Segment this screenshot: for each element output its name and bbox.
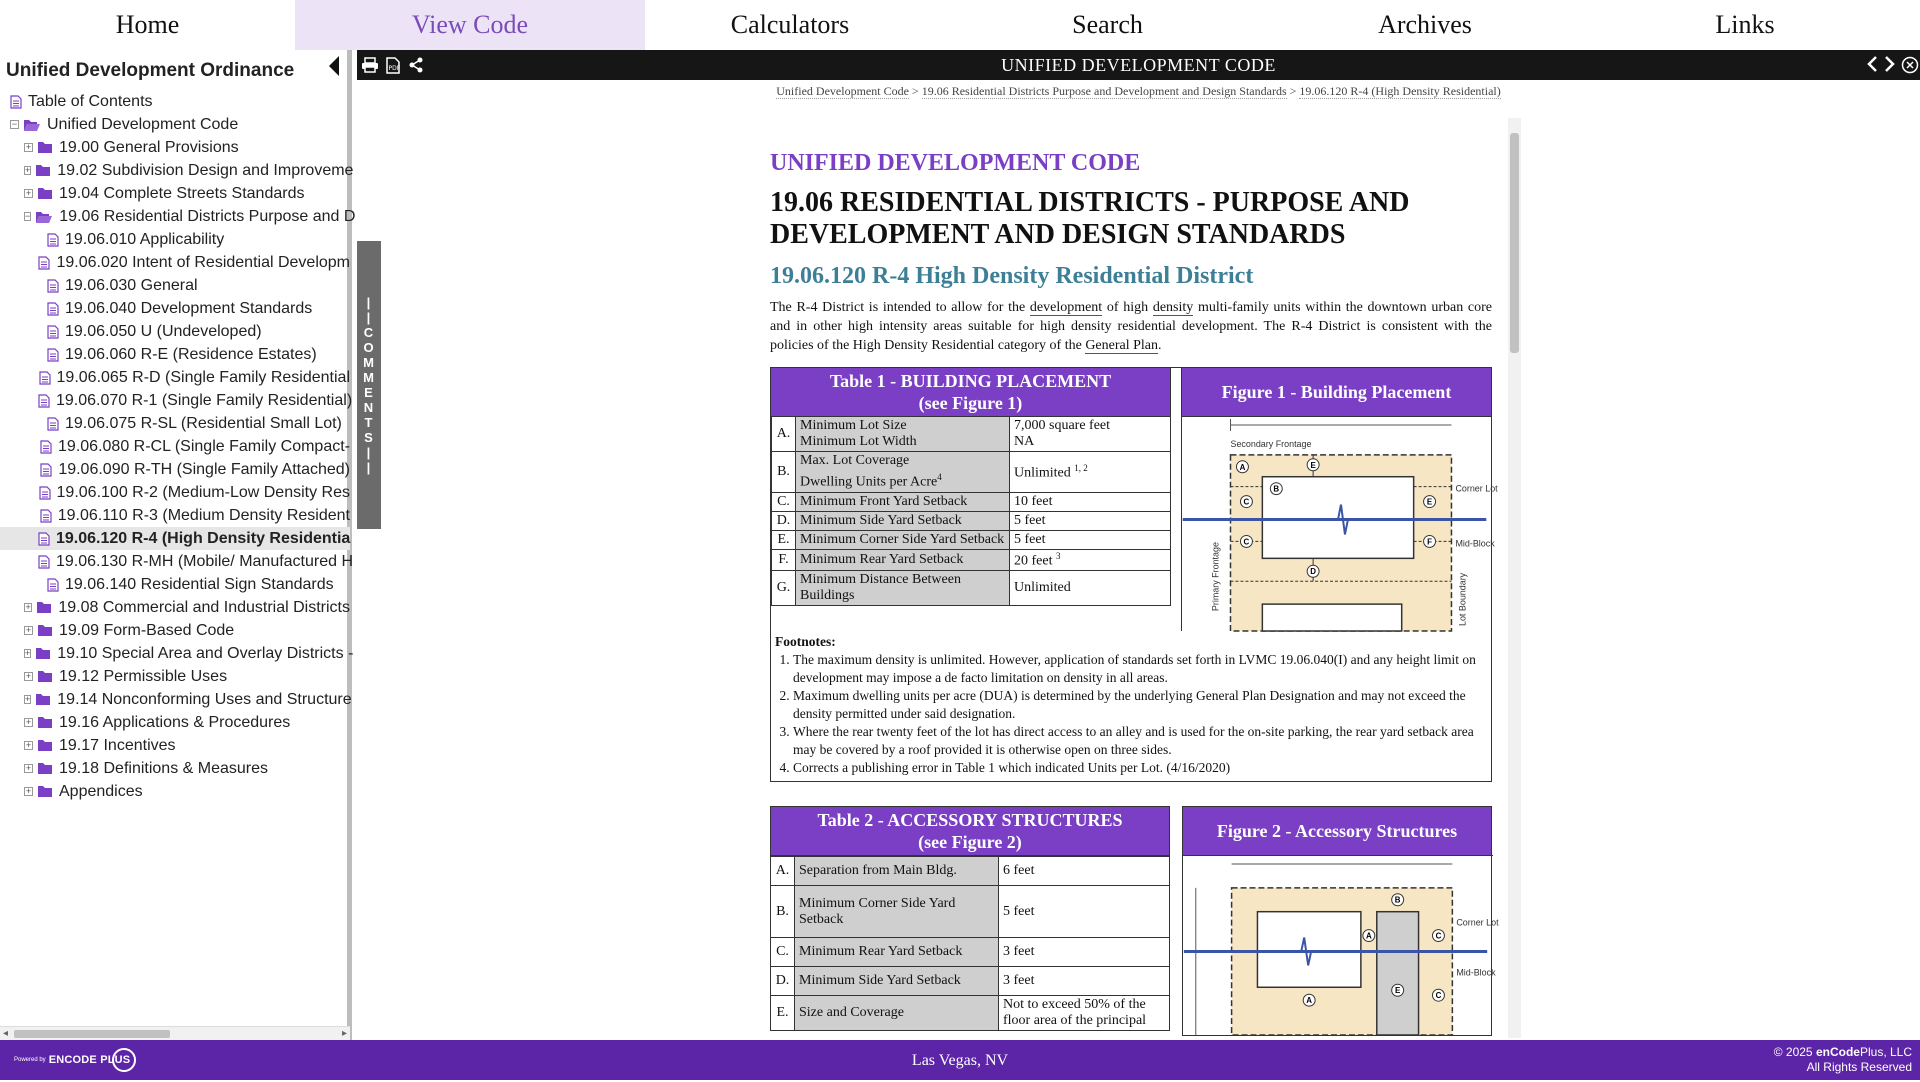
- toc-item-label: Unified Development Code: [47, 115, 239, 133]
- row-value: 7,000 square feet NA: [1010, 417, 1171, 452]
- row-label: Minimum Corner Side Yard Setback: [795, 886, 999, 938]
- row-letter: A.: [772, 417, 796, 452]
- print-icon[interactable]: [361, 57, 379, 78]
- row-letter: B.: [771, 886, 795, 938]
- toc-item-label: Table of Contents: [28, 92, 153, 110]
- table1-block: [770, 367, 1498, 631]
- intro-paragraph: The R-4 District is intended to allow for the development of high density multi-family units within the downtown urban core and in other high intensity areas suitable for high density residential development. The R-4 District is consistent with the policies of the High Density Residential category of the General Plan.: [770, 300, 1493, 353]
- toc-item[interactable]: [0, 688, 350, 711]
- primary-frontage-label: Primary Frontage: [1210, 542, 1221, 612]
- expand-icon[interactable]: +: [25, 717, 32, 727]
- row-value: 5 feet: [1010, 530, 1171, 549]
- svg-text:B: B: [1394, 895, 1401, 905]
- toc-item-label: 19.10 Special Area and Overlay Districts -: [57, 644, 354, 662]
- row-label: Minimum Corner Side Yard Setback: [796, 530, 1010, 549]
- table1-title: Table 1 - BUILDING PLACEMENT (see Figure 1): [771, 368, 1171, 416]
- expand-icon[interactable]: +: [25, 602, 31, 612]
- comments-tab-letter: T: [364, 415, 374, 430]
- toc-item-label: 19.06 Residential Districts Purpose and D: [59, 207, 356, 225]
- folder-open-icon: [23, 118, 41, 132]
- building-placement-table: [771, 368, 1171, 631]
- expand-icon[interactable]: +: [25, 625, 32, 635]
- comments-tab-letter: O: [363, 340, 375, 355]
- row-value: 5 feet: [999, 886, 1170, 938]
- scroll-right-icon[interactable]: ▸: [341, 1028, 347, 1039]
- toc-item[interactable]: [0, 159, 354, 182]
- expand-icon[interactable]: +: [25, 165, 31, 175]
- toc-item[interactable]: [0, 389, 353, 412]
- previous-section-icon[interactable]: [1865, 55, 1879, 78]
- breadcrumb-separator: >: [1289, 84, 1297, 98]
- comments-tab[interactable]: [357, 241, 381, 529]
- document-icon: [39, 486, 51, 500]
- table-row: [771, 996, 1170, 1031]
- row-letter: F.: [772, 549, 796, 571]
- breadcrumb-separator: >: [911, 84, 919, 98]
- toc-item[interactable]: [0, 665, 350, 688]
- comments-tab-letter: M: [363, 355, 375, 370]
- footer-location: Las Vegas, NV: [911, 1052, 1009, 1069]
- row-letter: D.: [771, 967, 795, 996]
- table2-title: Table 2 - ACCESSORY STRUCTURES (see Figure 2): [770, 806, 1170, 856]
- toc-item[interactable]: [0, 274, 350, 297]
- footer-copyright: © 2025 enCodePlus, LLC All Rights Reserved: [1773, 1045, 1912, 1074]
- toc-item[interactable]: [0, 596, 350, 619]
- svg-text:C: C: [1243, 497, 1250, 507]
- toc-item-label: 19.06.110 R-3 (Medium Density Resident: [57, 506, 350, 524]
- row-value: Unlimited: [1010, 571, 1171, 606]
- row-value: 3 feet: [999, 967, 1170, 996]
- toc-item-label: 19.18 Definitions & Measures: [59, 759, 268, 777]
- next-section-icon[interactable]: [1883, 55, 1897, 78]
- toc-item[interactable]: [0, 90, 350, 113]
- toc-item-label: 19.06.010 Applicability: [65, 230, 225, 248]
- comments-tab-letter: |: [366, 460, 372, 475]
- folder-icon: [36, 601, 52, 614]
- toc-item[interactable]: [0, 734, 350, 757]
- expand-icon[interactable]: +: [25, 671, 32, 681]
- expand-icon[interactable]: +: [25, 786, 32, 796]
- definition-link[interactable]: density: [1152, 300, 1194, 315]
- corner-lot-label: Corner Lot: [1456, 917, 1499, 928]
- document-icon: [38, 394, 50, 408]
- table-row: [771, 938, 1170, 967]
- folder-icon: [37, 785, 53, 798]
- nav-search[interactable]: Search: [1072, 10, 1143, 39]
- row-letter: E.: [772, 530, 796, 549]
- row-value: 5 feet: [1010, 511, 1171, 530]
- comments-tab-letter: |: [366, 295, 372, 310]
- toc-item-label: 19.06.130 R-MH (Mobile/ Manufactured H: [56, 552, 354, 570]
- row-letter: C.: [772, 492, 796, 511]
- toc-item[interactable]: [0, 228, 350, 251]
- table-row: [772, 530, 1171, 549]
- toc-item-label: 19.09 Form-Based Code: [59, 621, 235, 639]
- chapter-title: 19.06 RESIDENTIAL DISTRICTS - PURPOSE AND DEVELOPMENT AND DESIGN STANDARDS: [770, 187, 1410, 250]
- row-value: 10 feet: [1010, 492, 1171, 511]
- toc-item-label: 19.16 Applications & Procedures: [59, 713, 291, 731]
- toc-item[interactable]: [0, 251, 350, 274]
- expand-icon[interactable]: +: [25, 740, 32, 750]
- folder-icon: [37, 716, 53, 729]
- row-letter: B.: [772, 452, 796, 493]
- folder-icon: [37, 624, 53, 637]
- code-heading: UNIFIED DEVELOPMENT CODE: [770, 150, 1141, 176]
- toc-tree: [0, 90, 356, 1070]
- accessory-structures-table: [770, 806, 1170, 1036]
- toc-item-label: 19.06.120 R-4 (High Density Residentia: [56, 529, 351, 547]
- document-icon: [47, 417, 59, 431]
- nav-archives[interactable]: Archives: [1378, 10, 1472, 39]
- document-icon: [47, 279, 59, 293]
- nav-calculators[interactable]: Calculators: [730, 10, 850, 39]
- document-icon: [38, 256, 50, 270]
- folder-icon: [35, 647, 51, 660]
- toc-item[interactable]: [0, 711, 350, 734]
- svg-text:E: E: [1395, 986, 1401, 996]
- mid-block-label: Mid-Block: [1455, 538, 1495, 549]
- folder-icon: [37, 670, 53, 683]
- sidebar-title: Unified Development Ordinance: [6, 60, 295, 81]
- toc-item[interactable]: [0, 458, 350, 481]
- svg-text:E: E: [1426, 497, 1433, 507]
- breadcrumb: [357, 84, 1920, 99]
- figure1: [1181, 368, 1498, 631]
- figure2: [1182, 806, 1499, 1036]
- scrollbar-thumb[interactable]: [1510, 133, 1519, 353]
- footnote-item: 1. The maximum density is unlimited. However, application of standards set forth in LVMC 19.06.040(I) and any height limit on development may impose a de facto limitation on density in all areas.: [793, 651, 1487, 687]
- toc-item-label: 19.06.060 R-E (Residence Estates): [65, 345, 317, 363]
- toc-item[interactable]: [0, 550, 354, 573]
- breadcrumb-item[interactable]: 19.06.120 R-4 (High Density Residential): [1299, 84, 1501, 98]
- footnote-item: 4. Corrects a publishing error in Table 1 which indicated Units per Lot. (4/16/2020): [793, 759, 1487, 777]
- expand-icon[interactable]: +: [25, 763, 32, 773]
- figure1-title: Figure 1 - Building Placement: [1182, 368, 1491, 416]
- toc-item-label: 19.06.140 Residential Sign Standards: [65, 575, 334, 593]
- row-value: 6 feet: [999, 857, 1170, 886]
- document-icon: [39, 371, 51, 385]
- nav-view-code[interactable]: View Code: [295, 0, 645, 50]
- toc-item-label: 19.14 Nonconforming Uses and Structure: [57, 690, 352, 708]
- table2-block: [770, 806, 1499, 1036]
- svg-text:F: F: [1427, 537, 1432, 547]
- document-icon: [40, 463, 52, 477]
- table-row: [772, 549, 1171, 571]
- svg-text:C: C: [1435, 931, 1442, 941]
- pdf-icon[interactable]: [385, 57, 401, 79]
- document-icon: [47, 302, 59, 316]
- row-value: 3 feet: [999, 938, 1170, 967]
- folder-icon: [37, 141, 53, 154]
- document-scrollbar[interactable]: [1508, 118, 1521, 1038]
- table-row: [772, 452, 1171, 493]
- expand-icon[interactable]: +: [25, 188, 32, 198]
- row-label: Minimum Rear Yard Setback: [796, 549, 1010, 571]
- row-label: Max. Lot Coverage Dwelling Units per Acre$^4$: [796, 452, 1010, 493]
- document-icon: [47, 578, 59, 592]
- toc-item[interactable]: [0, 136, 350, 159]
- toc-item-label: 19.06.020 Intent of Residential Developm: [56, 253, 350, 271]
- code-document: [770, 118, 1499, 1038]
- row-label: Minimum Rear Yard Setback: [795, 938, 999, 967]
- comments-tab-letter: N: [363, 400, 375, 415]
- toc-item[interactable]: [0, 642, 354, 665]
- secondary-frontage-label: Secondary Frontage: [1230, 438, 1312, 449]
- row-letter: C.: [771, 938, 795, 967]
- folder-icon: [37, 762, 53, 775]
- row-value: Not to exceed 50% of the floor area of the principal: [999, 996, 1170, 1031]
- section-title: 19.06.120 R-4 High Density Residential District: [770, 263, 1254, 289]
- corner-lot-label: Corner Lot: [1455, 483, 1498, 494]
- row-label: Size and Coverage: [795, 996, 999, 1031]
- document-icon: [38, 532, 50, 546]
- toc-item[interactable]: [0, 182, 350, 205]
- viewer-title: UNIFIED DEVELOPMENT CODE: [1001, 55, 1276, 75]
- table-row: [772, 571, 1171, 606]
- toc-item-label: 19.06.075 R-SL (Residential Small Lot): [65, 414, 342, 432]
- toc-item-label: 19.06.050 U (Undeveloped): [65, 322, 262, 340]
- footer: [0, 1040, 1920, 1080]
- toc-item-label: 19.02 Subdivision Design and Improveme: [57, 161, 354, 179]
- row-label: Minimum Side Yard Setback: [795, 967, 999, 996]
- top-navigation: [0, 0, 1920, 50]
- figure2-title: Figure 2 - Accessory Structures: [1183, 807, 1491, 855]
- svg-text:C: C: [1243, 537, 1250, 547]
- document-icon: [10, 95, 22, 109]
- toc-item[interactable]: [0, 297, 350, 320]
- toc-item[interactable]: [0, 412, 350, 435]
- mid-block-label: Mid-Block: [1456, 967, 1496, 978]
- toc-item[interactable]: [0, 113, 350, 136]
- table-row: [771, 967, 1170, 996]
- comments-tab-letter: E: [364, 385, 374, 400]
- collapse-sidebar-icon[interactable]: [327, 54, 341, 78]
- folder-icon: [37, 187, 53, 200]
- viewer-toolbar: [357, 50, 1920, 80]
- comments-tab-letter: C: [363, 325, 375, 340]
- folder-open-icon: [35, 210, 53, 224]
- document-icon: [38, 555, 50, 569]
- row-value: 20 feet $^3$: [1010, 549, 1171, 571]
- definition-link[interactable]: General Plan: [1085, 338, 1159, 353]
- toc-item[interactable]: [0, 205, 356, 228]
- expand-icon[interactable]: +: [25, 694, 31, 704]
- expand-view-icon[interactable]: [1901, 56, 1919, 79]
- toc-item-label: 19.06.065 R-D (Single Family Residential: [56, 368, 350, 386]
- toc-item-label: Appendices: [59, 782, 143, 800]
- folder-icon: [37, 739, 53, 752]
- toc-item[interactable]: [0, 504, 350, 527]
- toc-item-label: 19.06.090 R-TH (Single Family Attached): [58, 460, 350, 478]
- svg-text:E: E: [1310, 460, 1316, 470]
- accessory-structures-diagram: [1183, 855, 1499, 1035]
- row-letter: G.: [772, 571, 796, 606]
- footnotes-heading: Footnotes:: [775, 634, 836, 649]
- document-icon: [40, 440, 52, 454]
- toc-item-label: 19.06.030 General: [65, 276, 198, 294]
- toc-item-label: 19.12 Permissible Uses: [59, 667, 228, 685]
- row-label: Minimum Front Yard Setback: [796, 492, 1010, 511]
- collapse-icon[interactable]: −: [25, 211, 31, 221]
- svg-text:A: A: [1239, 462, 1246, 472]
- toc-item[interactable]: [0, 343, 350, 366]
- table-row: [771, 886, 1170, 938]
- comments-tab-letter: M: [363, 370, 375, 385]
- svg-text:PDF: PDF: [388, 65, 401, 72]
- toc-item-label: 19.06.070 R-1 (Single Family Residential): [56, 391, 353, 409]
- folder-icon: [35, 693, 51, 706]
- svg-text:D: D: [1310, 567, 1316, 577]
- toc-item[interactable]: [0, 366, 350, 389]
- nav-links[interactable]: Links: [1715, 10, 1775, 39]
- row-value: Unlimited $^{1, 2}$: [1010, 452, 1171, 493]
- document-icon: [47, 348, 59, 362]
- lot-boundary-label: Lot Boundary: [1457, 572, 1468, 627]
- toc-item-label: 19.00 General Provisions: [59, 138, 239, 156]
- toc-item-label: 19.04 Complete Streets Standards: [59, 184, 305, 202]
- toc-item-label: 19.08 Commercial and Industrial Districts: [58, 598, 350, 616]
- expand-icon[interactable]: +: [25, 648, 31, 658]
- toc-item[interactable]: [0, 573, 350, 596]
- table-row: [771, 857, 1170, 886]
- toc-item[interactable]: [0, 527, 350, 550]
- footnotes: [770, 631, 1492, 782]
- svg-text:A: A: [1306, 996, 1313, 1006]
- comments-tab-letter: |: [366, 310, 372, 325]
- row-label: Separation from Main Bldg.: [795, 857, 999, 886]
- breadcrumb-item[interactable]: 19.06 Residential Districts Purpose and Development and Design Standards: [921, 84, 1287, 98]
- definition-link[interactable]: development: [1029, 300, 1103, 315]
- toc-item[interactable]: [0, 320, 350, 343]
- share-icon[interactable]: [408, 57, 424, 78]
- row-label: Minimum Side Yard Setback: [796, 511, 1010, 530]
- row-label: Minimum Lot Size Minimum Lot Width: [796, 417, 1010, 452]
- row-letter: E.: [771, 996, 795, 1031]
- table-row: [772, 511, 1171, 530]
- sidebar: [0, 50, 356, 1040]
- row-letter: D.: [772, 511, 796, 530]
- folder-icon: [35, 164, 51, 177]
- footnote-item: 3. Where the rear twenty feet of the lot has direct access to an alley and is used for the on-site parking, the rear yard setback area may be covered by a roof provided it is otherwise open on three sides.: [793, 723, 1487, 759]
- comments-tab-letter: |: [366, 445, 372, 460]
- toc-item[interactable]: [0, 435, 350, 458]
- scrollbar-thumb[interactable]: [14, 1030, 170, 1038]
- svg-text:C: C: [1435, 991, 1442, 1001]
- toc-item[interactable]: [0, 481, 350, 504]
- row-letter: A.: [771, 857, 795, 886]
- toc-item-label: 19.06.100 R-2 (Medium-Low Density Res: [56, 483, 350, 501]
- powered-by-label: Powered by: [14, 1057, 46, 1063]
- table-row: [772, 492, 1171, 511]
- svg-text:B: B: [1273, 484, 1280, 494]
- toc-item[interactable]: [0, 619, 350, 642]
- toc-item-label: 19.06.080 R-CL (Single Family Compact-: [58, 437, 350, 455]
- expand-icon[interactable]: +: [25, 142, 32, 152]
- comments-tab-letter: S: [364, 430, 374, 445]
- toc-item-label: 19.06.040 Development Standards: [65, 299, 313, 317]
- toc-item[interactable]: [0, 757, 350, 780]
- collapse-icon[interactable]: −: [11, 119, 18, 129]
- table-row: [772, 417, 1171, 452]
- building-placement-diagram: [1182, 416, 1498, 631]
- toc-item[interactable]: [0, 780, 350, 803]
- logo-text: ENCODE PLUS: [48, 1054, 131, 1066]
- footnote-item: 2. Maximum dwelling units per acre (DUA) is determined by the underlying General Plan Designation and may not exceed the density permitted under said designation.: [793, 687, 1487, 723]
- row-label: Minimum Distance Between Buildings: [796, 571, 1010, 606]
- svg-text:A: A: [1365, 931, 1372, 941]
- nav-home[interactable]: Home: [115, 10, 180, 39]
- toc-item-label: 19.17 Incentives: [59, 736, 176, 754]
- document-icon: [47, 233, 59, 247]
- scroll-left-icon[interactable]: ◂: [3, 1028, 9, 1039]
- sidebar-horizontal-scrollbar[interactable]: [0, 1026, 350, 1040]
- breadcrumb-item[interactable]: Unified Development Code: [776, 84, 909, 98]
- document-icon: [47, 325, 59, 339]
- document-icon: [40, 509, 52, 523]
